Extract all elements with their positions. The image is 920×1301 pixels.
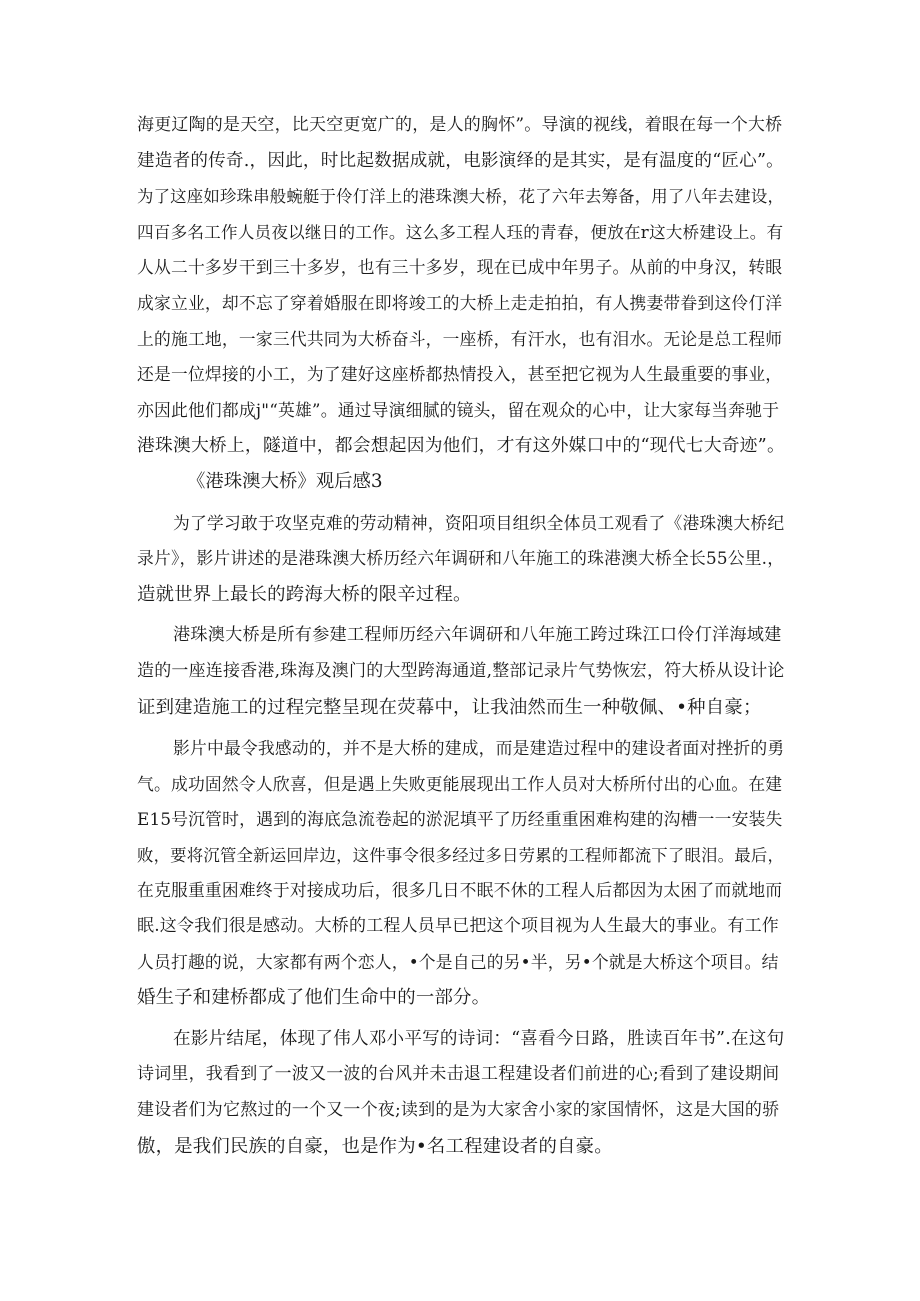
paragraph-2 xyxy=(137,506,785,613)
paragraph-line: 亦因此他们都成j"“英雄”。通过导演细腻的镜头，留在观众的心中，让大家每当奔驰于 xyxy=(137,399,780,420)
paragraph-line: 上的施工地，一家三代共同为大桥奋斗，一座桥，有汗水，也有泪水。无论是总工程师 xyxy=(137,328,783,349)
paragraph-line: 四百多名工作人员夜以继日的工作。这么多工程人珏的青春，便放在r这大桥建设上。有 xyxy=(137,222,784,242)
paragraph-line: 傲，是我们民族的自豪，也是作为•名工程建设者的自豪。 xyxy=(137,1135,613,1157)
paragraph-line: 海更辽陶的是天空，比天空更宽广的，是人的胸怀”。导演的视线，着眼在每一个大桥 xyxy=(137,115,783,135)
paragraph-line: 人员打趣的说，大家都有两个恋人，•个是自己的另•半，另•个就是大桥这个项目。结 xyxy=(137,951,779,972)
paragraph-line: 气。成功固然令人欣喜，但是遇上失败更能展现出工作人员对大桥所付出的心血。在建 xyxy=(137,773,783,794)
paragraph-5 xyxy=(137,1022,785,1164)
paragraph-line: 婚生子和建桥都成了他们生命中的一部分。 xyxy=(137,987,491,1009)
paragraph-line: 证到建造施工的过程完整呈现在荧幕中，让我油然而生一种敬佩、•种自豪； xyxy=(137,696,762,718)
paragraph-line: 建造者的传奇.，因此，时比起数据成就，电影演绎的是其实，是有温度的“匠心”。 xyxy=(137,150,784,171)
paragraph-line: E15号沉管时，遇到的海底急流卷起的淤泥填平了历经重重困难构建的沟槽一一安装失 xyxy=(137,809,783,830)
paragraph-line: 人从二十多岁干到三十多岁，也有三十多岁，现在已成中年男子。从前的中身汉，转眼 xyxy=(137,257,783,278)
document-page xyxy=(137,108,785,1164)
paragraph-3 xyxy=(137,618,785,725)
paragraph-line: 在影片结尾，体现了伟人邓小平写的诗词：“喜看今日路，胜读百年书”.在这句 xyxy=(173,1028,785,1049)
paragraph-line: 眠.这令我们很是感动。大桥的工程人员早已把这个项目视为人生最大的事业。有工作 xyxy=(137,916,780,937)
paragraph-line: 为了这座如珍珠串般蜿艇于伶仃洋上的港珠澳大桥，花了六年去筹备，用了八年去建设， xyxy=(137,187,785,207)
paragraph-line: 造就世界上最长的跨海大桥的限辛过程。 xyxy=(137,583,472,605)
paragraph-4 xyxy=(137,731,785,1016)
paragraph-1 xyxy=(137,108,785,464)
paragraph-line: 还是一位焊接的小工，为了建好这座桥都热情投入，甚至把它视为人生最重要的事业， xyxy=(137,364,783,385)
paragraph-line: 影片中最令我感动的，并不是大桥的建成，而是建造过程中的建设者面对挫折的勇 xyxy=(173,738,785,759)
paragraph-line: 成家立业，却不忘了穿着婚服在即将竣工的大桥上走走拍拍，有人携妻带眷到这伶仃洋 xyxy=(137,292,783,313)
paragraph-line: 造的一座连接香港,珠海及澳门的大型跨海通道,整部记录片气势恢宏，符大桥从设计论 xyxy=(137,660,785,681)
paragraph-line: 录片》，影片讲述的是港珠澳大桥历经六年调研和八年施工的珠港澳大桥全长55公里.， xyxy=(137,548,785,569)
paragraph-line: 败，要将沉管全新运回岸边，这件事令很多经过多日劳累的工程师都流下了眼泪。最后， xyxy=(137,845,785,865)
paragraph-line: 建设者们为它熬过的一个又一个夜;读到的是为大家舍小家的家国情怀，这是大国的骄 xyxy=(137,1100,780,1121)
paragraph-line: 诗词里，我看到了一波又一波的台风并未击退工程建设者们前进的心;看到了建设期间 xyxy=(137,1064,780,1085)
paragraph-line: 港珠澳大桥上，隧道中，都会想起因为他们，才有这外媒口中的“现代七大奇迹”。 xyxy=(137,435,785,457)
section-heading: 《港珠澳大桥》观后感3 xyxy=(187,470,383,492)
paragraph-line: 为了学习敢于攻坚克难的劳动精神，资阳项目组织全体员工观看了《港珠澳大桥纪 xyxy=(173,512,785,533)
paragraph-line: 港珠澳大桥是所有参建工程师历经六年调研和八年施工跨过珠江口伶仃洋海域建 xyxy=(173,625,782,646)
paragraph-line: 在克服重重困难终于对接成功后，很多几日不眠不休的工程人后都因为太困了而就地而 xyxy=(137,880,783,901)
